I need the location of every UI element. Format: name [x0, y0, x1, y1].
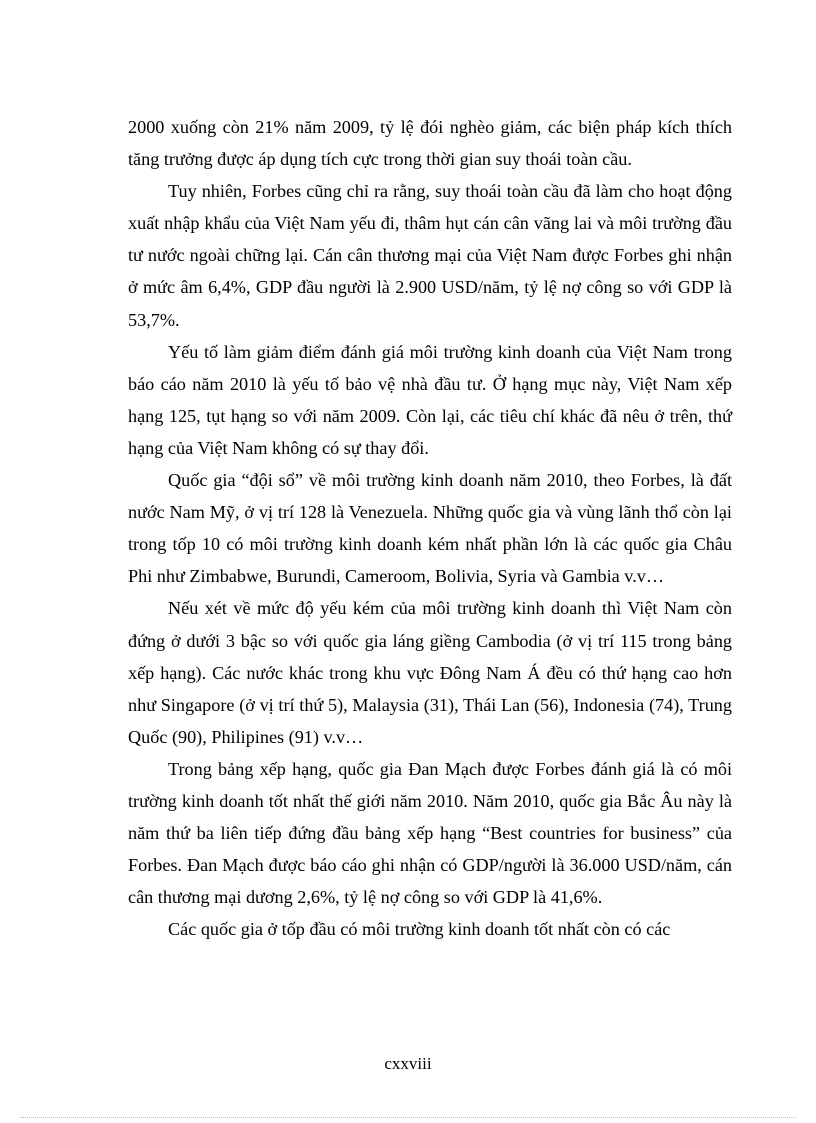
paragraph-worst-countries: Quốc gia “đội sổ” về môi trường kinh doanh năm 2010, theo Forbes, là đất nước Nam Mỹ, ở vị trí 128 là Venezuela. Những quốc gia và vùng lãnh thổ còn lại trong tốp 10 có môi trường kinh doanh kém nhất phần lớn là các quốc gia Châu Phi như Zimbabwe, Burundi, Cameroom, Bolivia, Syria và Gambia v.v…	[128, 470, 732, 587]
paragraph-southeast-asia: Nếu xét về mức độ yếu kém của môi trường kinh doanh thì Việt Nam còn đứng ở dưới 3 bậc so với quốc gia láng giềng Cambodia (ở vị trí 115 trong bảng xếp hạng). Các nước khác trong khu vực Đông Nam Á đều có thứ hạng cao hơn như Singapore (ở vị trí thứ 5), Malaysia (31), Thái Lan (56), Indonesia (74), Trung Quốc (90), Philipines (91) v.v…	[128, 598, 732, 747]
paragraph-top-countries: Các quốc gia ở tốp đầu có môi trường kinh doanh tốt nhất còn có các	[168, 919, 671, 940]
page-bottom-border	[20, 1117, 796, 1118]
paragraph-investor-protection: Yếu tố làm giảm điểm đánh giá môi trường kinh doanh của Việt Nam trong báo cáo năm 2010 là yếu tố bảo vệ nhà đầu tư. Ở hạng mục này, Việt Nam xếp hạng 125, tụt hạng so với năm 2009. Còn lại, các tiêu chí khác đã nêu ở trên, thứ hạng của Việt Nam không có sự thay đổi.	[128, 341, 732, 458]
paragraph-denmark: Trong bảng xếp hạng, quốc gia Đan Mạch được Forbes đánh giá là có môi trường kinh doanh tốt nhất thế giới năm 2010. Năm 2010, quốc gia Bắc Âu này là năm thứ ba liên tiếp đứng đầu bảng xếp hạng “Best countries for business” của Forbes. Đan Mạch được báo cáo ghi nhận có GDP/người là 36.000 USD/năm, cán cân thương mại dương 2,6%, tỷ lệ nợ công so với GDP là 41,6%.	[128, 758, 732, 908]
page-number: cxxviii	[384, 1054, 432, 1073]
paragraph-forbes-trade: Tuy nhiên, Forbes cũng chỉ ra rằng, suy thoái toàn cầu đã làm cho hoạt động xuất nhập khẩu của Việt Nam yếu đi, thâm hụt cán cân vãng lai và môi trường đầu tư nước ngoài chững lại. Cán cân thương mại của Việt Nam được Forbes ghi nhận ở mức âm 6,4%, GDP đầu người là 2.900 USD/năm, tỷ lệ nợ công so với GDP là 53,7%.	[128, 181, 732, 330]
paragraph-continuation: 2000 xuống còn 21% năm 2009, tỷ lệ đói nghèo giảm, các biện pháp kích thích tăng trưởng được áp dụng tích cực trong thời gian suy thoái toàn cầu.	[128, 117, 732, 170]
body-text	[128, 111, 732, 945]
